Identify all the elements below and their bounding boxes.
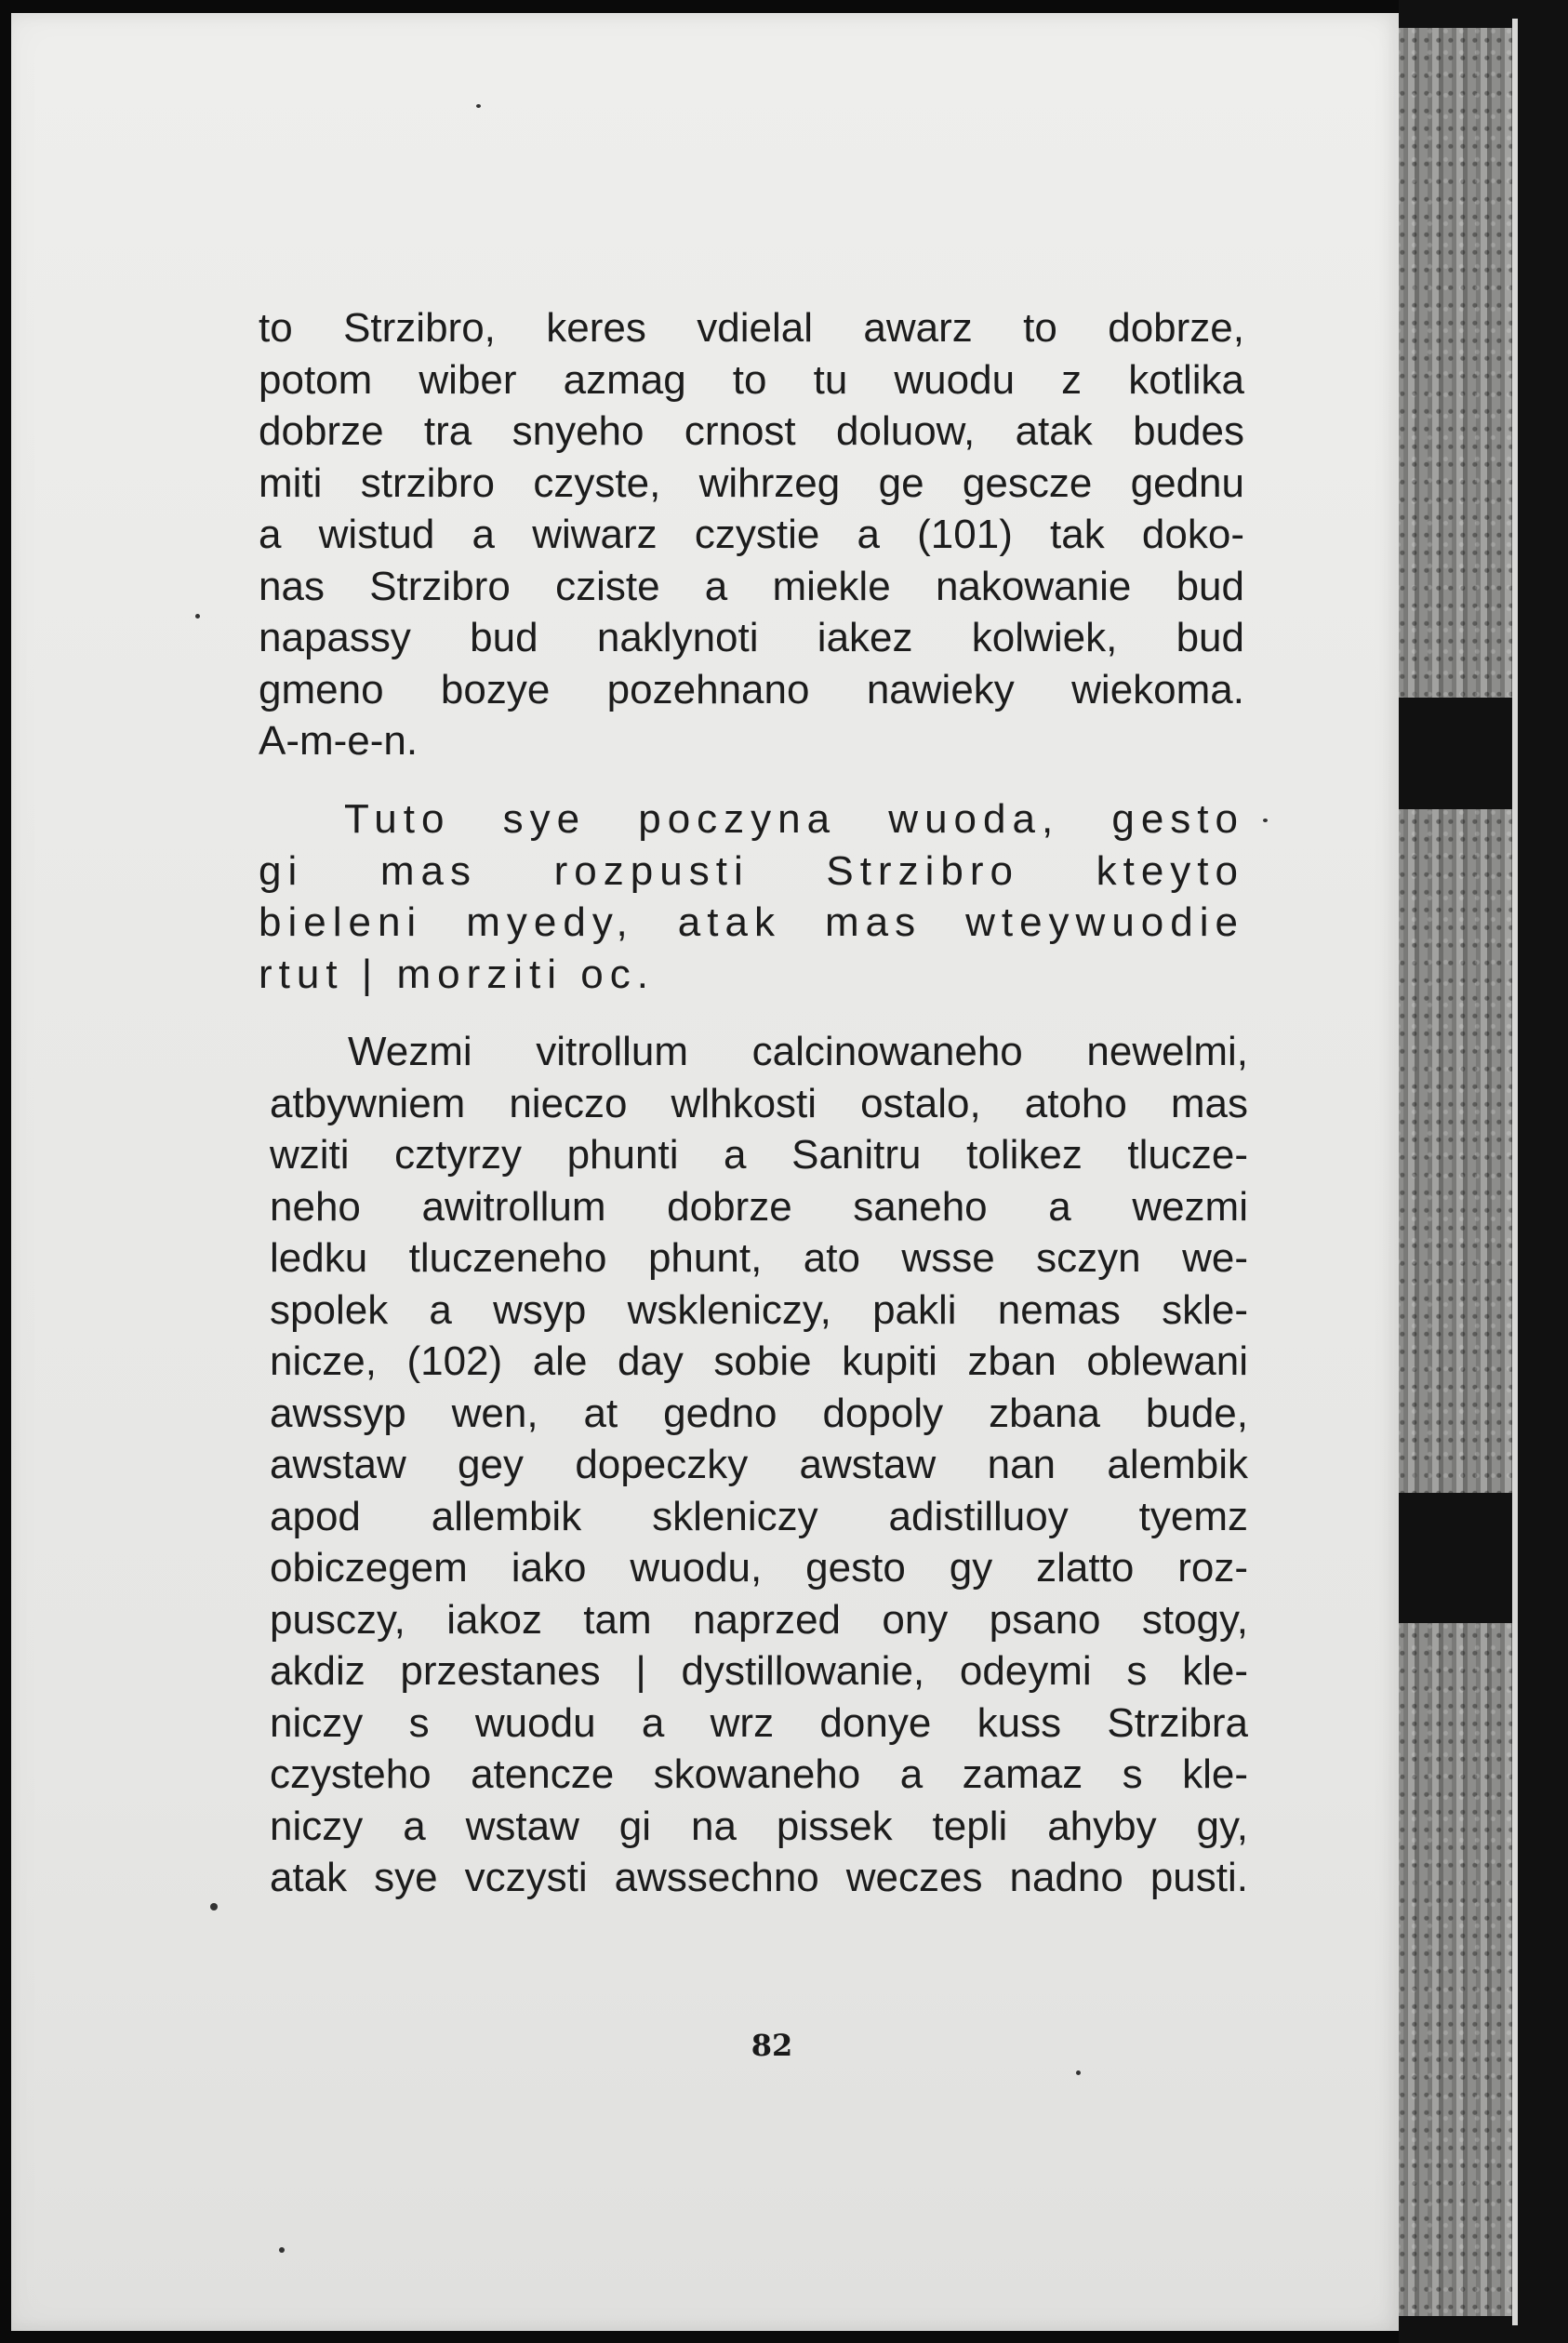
text-line: gi mas rozpusti Strzibro kteyto — [259, 847, 1244, 894]
text-line: Tuto sye poczyna wuoda, gesto — [344, 796, 1244, 842]
page-number: 82 — [751, 2028, 793, 2063]
text-line: to Strzibro, keres vdielal awarz to dobrze, — [259, 305, 1244, 351]
text-line: napassy bud naklynoti iakez kolwiek, bud — [259, 615, 1244, 660]
text-line: gmeno bozye pozehnano nawieky wiekoma. — [259, 666, 1244, 712]
paper-speck — [1076, 2070, 1081, 2075]
text-line: niczy a wstaw gi na pissek tepli ahyby gy, — [270, 1803, 1248, 1849]
text-line: nas Strzibro cziste a miekle nakowanie bud — [259, 563, 1244, 609]
text-line: Wezmi vitrollum calcinowaneho newelmi, — [348, 1029, 1248, 1074]
spine-texture-upper — [1395, 28, 1516, 698]
text-line: apod allembik skleniczy adistilluoy tyemz — [270, 1493, 1248, 1539]
paper-speck — [476, 104, 481, 108]
text-line: rtut | morziti oc. — [259, 951, 655, 997]
text-line: bieleni myedy, atak mas wteywuodie — [259, 899, 1244, 945]
text-line: a wistud a wiwarz czystie a (101) tak doko- — [259, 512, 1244, 557]
text-line: A-m-e-n. — [259, 718, 419, 764]
text-line: neho awitrollum dobrze saneho a wezmi — [270, 1183, 1248, 1230]
paragraph-1 — [259, 302, 1244, 767]
text-line: awstaw gey dopeczky awstaw nan alembik — [270, 1442, 1248, 1487]
spine-texture-lower — [1395, 1623, 1516, 2316]
paper-speck — [279, 2247, 285, 2253]
paragraph-2-heading — [259, 793, 1244, 1000]
text-line: potom wiber azmag to tu wuodu z kotlika — [259, 356, 1244, 403]
text-line: awssyp wen, at gedno dopoly zbana bude, — [270, 1390, 1248, 1436]
paragraph-3 — [270, 1026, 1248, 1904]
text-line: dobrze tra snyeho crnost doluow, atak budes — [259, 408, 1244, 454]
text-line: atak sye vczysti awssechno weczes nadno pusti. — [270, 1855, 1248, 1900]
text-line: ledku tluczeneho phunt, ato wsse sczyn we- — [270, 1235, 1248, 1281]
text-line: pusczy, iakoz tam naprzed ony psano stogy, — [270, 1596, 1248, 1643]
page-edge — [1512, 19, 1518, 2325]
text-line: wziti cztyrzy phunti a Sanitru tolikez tlucze- — [270, 1132, 1248, 1178]
paper-speck — [210, 1903, 218, 1910]
text-line: czysteho atencze skowaneho a zamaz s kle- — [270, 1751, 1248, 1797]
text-line: niczy s wuodu a wrz donye kuss Strzibra — [270, 1699, 1248, 1746]
text-line: obiczegem iako wuodu, gesto gy zlatto roz- — [270, 1545, 1248, 1591]
spine-texture-middle — [1395, 809, 1516, 1493]
text-line: atbywniem nieczo wlhkosti ostalo, atoho mas — [270, 1080, 1248, 1126]
text-line: spolek a wsyp wskleniczy, pakli nemas skle- — [270, 1286, 1248, 1333]
text-line: miti strzibro czyste, wihrzeg ge gescze gednu — [259, 459, 1244, 506]
paper-speck — [195, 614, 200, 619]
text-line: akdiz przestanes | dystillowanie, odeymi s kle- — [270, 1648, 1248, 1694]
paper-speck — [1263, 819, 1268, 822]
text-line: nicze, (102) ale day sobie kupiti zban oblewani — [270, 1338, 1248, 1384]
